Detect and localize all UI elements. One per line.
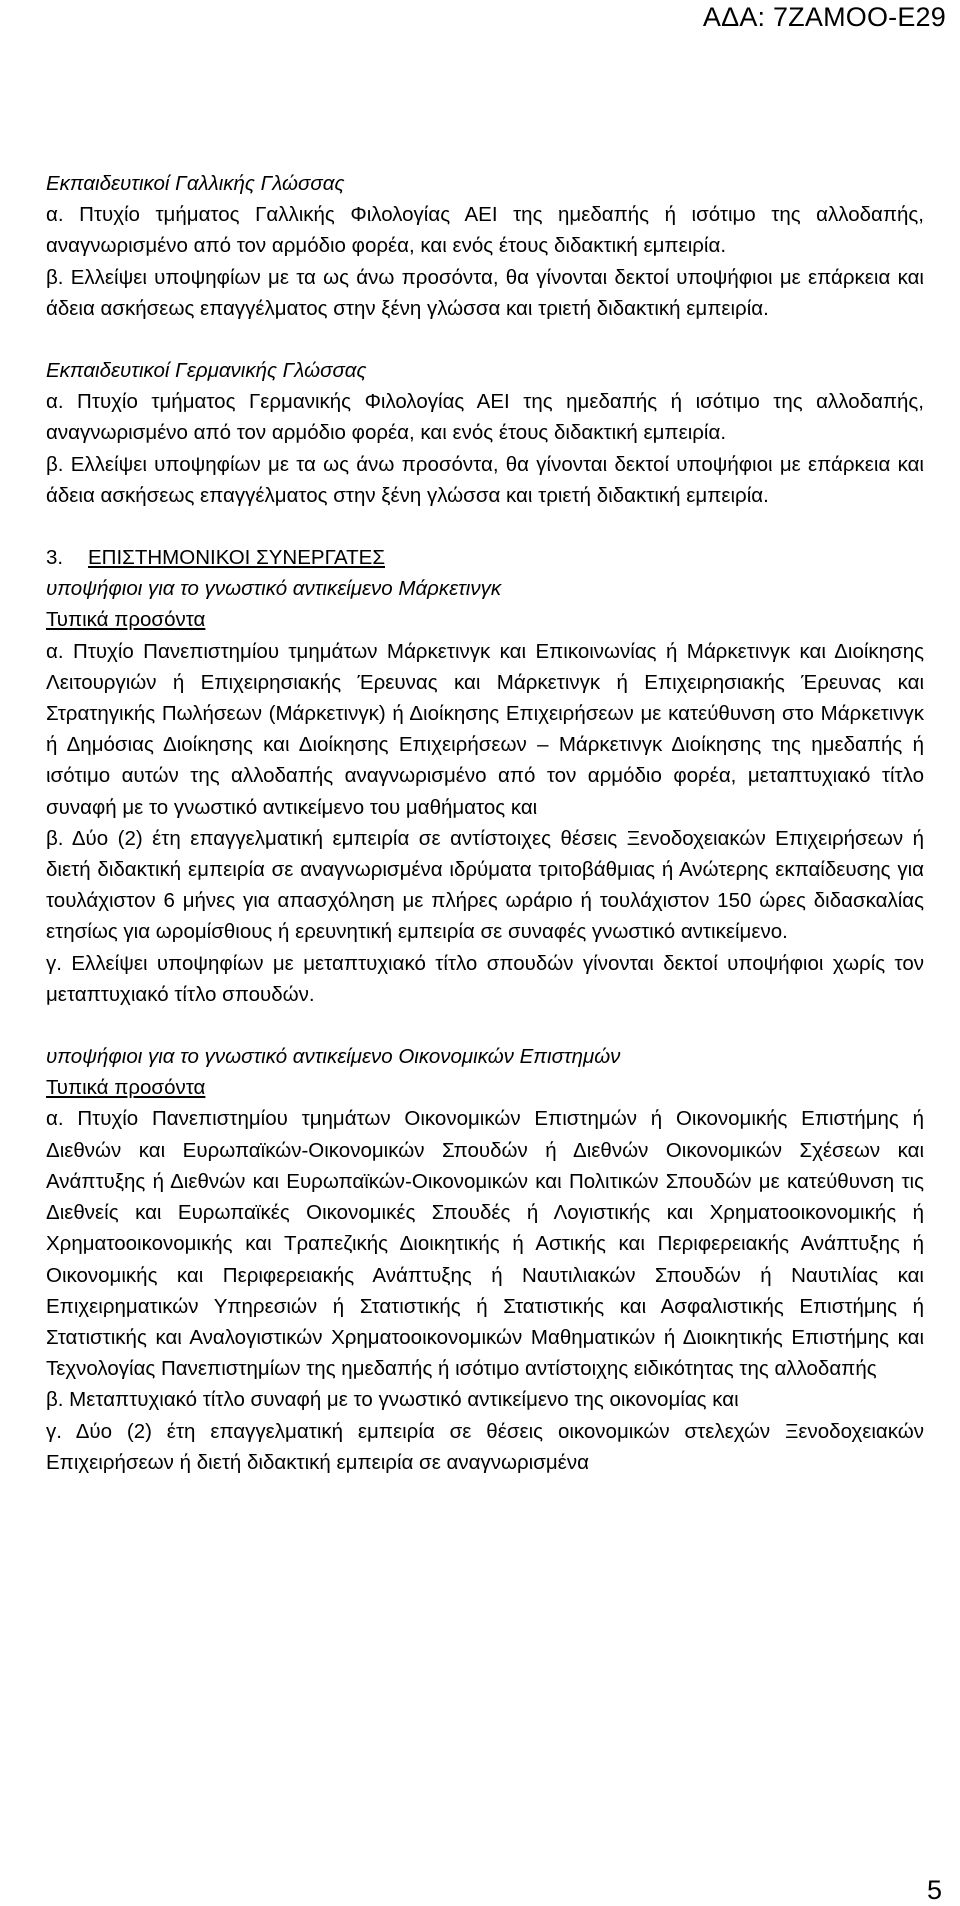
german-title: Εκπαιδευτικοί Γερμανικής Γλώσσας: [46, 359, 367, 383]
section-3-number: 3.: [46, 546, 64, 570]
marketing-item-b: β. Δύο (2) έτη επαγγελματική εμπειρία σε αντίστοιχες θέσεις Ξενοδοχειακών Επιχειρήσεων ή διετή διδακτική εμπειρία σε αναγνωρισμένα ιδρύματα τριτοβάθμιας ή Ανώτερης εκπαίδευσης για τουλάχιστον 6 μήνες για απασχόληση με πλήρες ωράριο ή τουλάχιστον 150 ώρες διδασκαλίας ετησίως για ωρομίσθιους ή ερευνητική εμπειρία σε συναφές γνωστικό αντικείμενο.: [46, 826, 924, 944]
french-title: Εκπαιδευτικοί Γαλλικής Γλώσσας: [46, 172, 345, 195]
marketing-item-a: α. Πτυχίο Πανεπιστημίου τμημάτων Μάρκετινγκ και Επικοινωνίας ή Μάρκετινγκ και Διοίκησης Λειτουργιών ή Επιχειρησιακής Έρευνας και Μάρκετινγκ ή Επιχειρησιακής Έρευνας και Στρατηγικής Πωλήσεων (Μάρκετινγκ) ή Διοίκησης Επιχειρήσεων με κατεύθυνση στο Μάρκετινγκ ή Δημόσιας Διοίκησης και Διοίκησης Επιχειρήσεων – Μάρκετινγκ Διοίκησης της ημεδαπής ή ισότιμο αυτών της αλλοδαπής αναγνωρισμένο από τον αρμόδιο φορέα, μεταπτυχιακό τίτλο συναφή με το γνωστικό αντικείμενο του μαθήματος και: [46, 639, 924, 819]
marketing-subtitle: υποψήφιοι για το γνωστικό αντικείμενο Μάρκετινγκ: [46, 577, 502, 601]
document-body: [46, 168, 924, 1478]
economics-item-a: α. Πτυχίο Πανεπιστημίου τμημάτων Οικονομικών Επιστημών ή Οικονομικής Επιστήμης ή Διεθνών και Ευρωπαϊκών-Οικονομικών Σπουδών ή Διεθνών Οικονομικών Σχέσεων και Ανάπτυξης ή Διεθνών και Ευρωπαϊκών-Οικονομικών και Πολιτικών Σπουδών με κατεύθυνση τις Διεθνείς και Ευρωπαϊκές Οικονομικές Σπουδές ή Λογιστικής και Χρηματοοικονομικής ή Χρηματοοικονομικής και Τραπεζικής Διοικητικής ή Αστικής και Περιφερειακής Ανάπτυξης ή Οικονομικής και Περιφερειακής Ανάπτυξης ή Ναυτιλιακών Σπουδών ή Ναυτιλίας και Επιχειρηματικών Υπηρεσιών ή Στατιστικής ή Στατιστικής και Ασφαλιστικής Επιστήμης ή Στατιστικής και Αναλογιστικών Χρηματοοικονομικών Μαθηματικών ή Διοικητικής Επιστήμης και Τεχνολογίας Πανεπιστημίων της ημεδαπής ή ισότιμο αντίστοιχης ειδικότητας της αλλοδαπής: [46, 1107, 924, 1381]
german-item-b: β. Ελλείψει υποψηφίων με τα ως άνω προσόντα, θα γίνονται δεκτοί υποψήφιοι με επάρκεια και άδεια ασκήσεως επαγγέλματος στην ξένη γλώσσα και τριετή διδακτική εμπειρία.: [46, 452, 924, 507]
french-item-b: β. Ελλείψει υποψηφίων με τα ως άνω προσόντα, θα γίνονται δεκτοί υποψήφιοι με επάρκεια και άδεια ασκήσεως επαγγέλματος στην ξένη γλώσσα και τριετή διδακτική εμπειρία.: [46, 265, 924, 320]
ada-code: ΑΔΑ: 7ΖΑΜΟΟ-Ε29: [702, 2, 946, 32]
marketing-item-c: γ. Ελλείψει υποψηφίων με μεταπτυχιακό τίτλο σπουδών γίνονται δεκτοί υποψήφιοι χωρίς τον μεταπτυχιακό τίτλο σπουδών.: [46, 951, 924, 1006]
economics-subtitle: υποψήφιοι για το γνωστικό αντικείμενο Οικονομικών Επιστημών: [46, 1045, 621, 1069]
french-item-a: α. Πτυχίο τμήματος Γαλλικής Φιλολογίας ΑΕΙ της ημεδαπής ή ισότιμο της αλλοδαπής, αναγνωρισμένο από τον αρμόδιο φορέα, και ενός έτους διδακτική εμπειρία.: [46, 203, 924, 258]
economics-item-c: γ. Δύο (2) έτη επαγγελματική εμπειρία σε θέσεις οικονομικών στελεχών Ξενοδοχειακών Επιχειρήσεων ή διετή διδακτική εμπειρία σε αναγνωρισμένα: [46, 1419, 924, 1474]
page-number: 5: [926, 1875, 942, 1905]
section-3-heading: [46, 542, 924, 573]
economics-qualifications-label: Τυπικά προσόντα: [46, 1076, 206, 1100]
marketing-qualifications-label: Τυπικά προσόντα: [46, 608, 206, 632]
german-item-a: α. Πτυχίο τμήματος Γερμανικής Φιλολογίας ΑΕΙ της ημεδαπής ή ισότιμο της αλλοδαπής, αναγνωρισμένο από τον αρμόδιο φορέα, και ενός έτους διδακτική εμπειρία.: [46, 390, 924, 445]
economics-item-b: β. Μεταπτυχιακό τίτλο συναφή με το γνωστικό αντικείμενο της οικονομίας και: [46, 1388, 739, 1412]
section-3-title: ΕΠΙΣΤΗΜΟΝΙΚΟΙ ΣΥΝΕΡΓΑΤΕΣ: [88, 546, 385, 570]
